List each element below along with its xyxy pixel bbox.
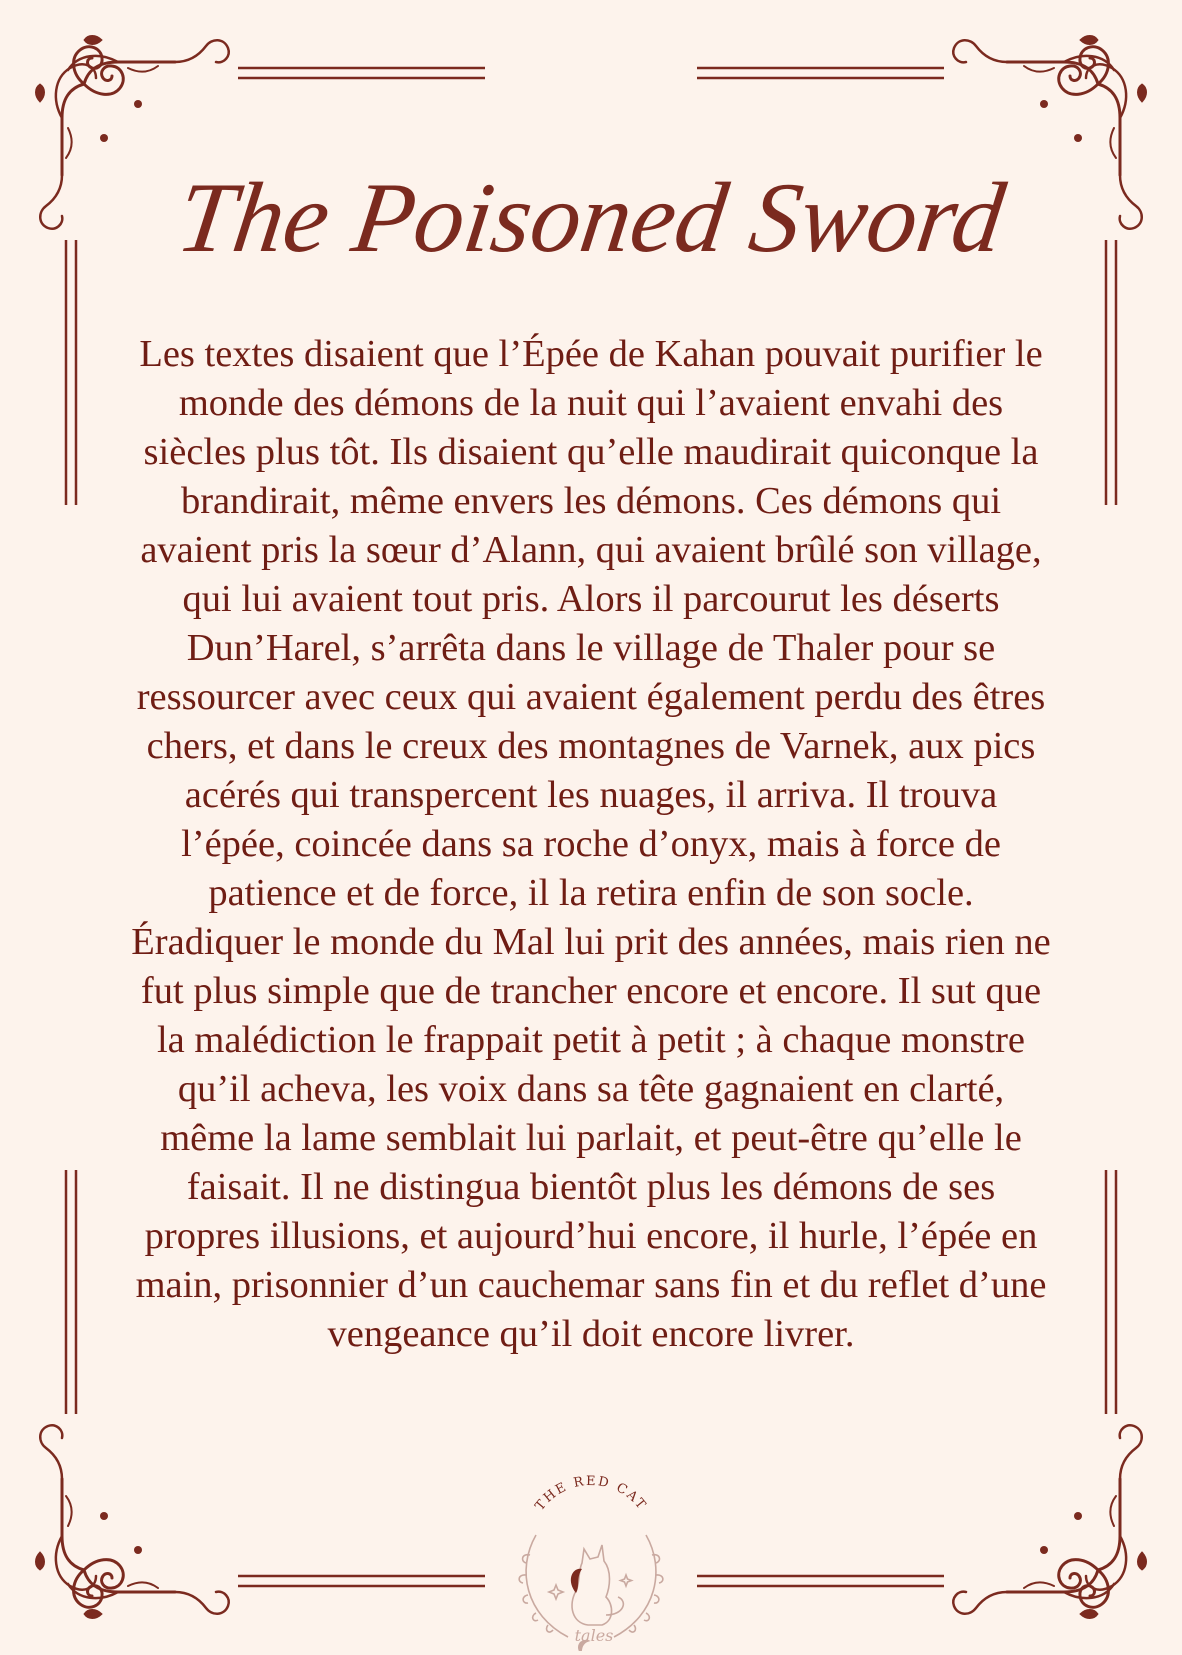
cat-moon-wreath-icon xyxy=(506,1475,676,1651)
logo-top-text: THE RED CAT xyxy=(532,1475,650,1514)
logo-bottom-text: tales xyxy=(574,1626,614,1645)
svg-text:THE RED CAT xyxy=(533,1475,650,1514)
brand-logo xyxy=(506,1475,676,1651)
story-title: The Poisoned Sword xyxy=(171,162,1011,273)
story-body: Les textes disaient que l’Épée de Kahan pouvait purifier le monde des démons de la nuit qui l’avaient envahi des siècles plus tôt. Ils disaient qu’elle maudirait quiconque la brandirait, même envers les démons. Ces démons qui avaient pris la sœur d’Alann, qui avaient brûlé son village, qui lui avaient tout pris. Alors il parcourut les déserts Dun’Harel, s’arrêta dans le village de Thaler pour se ressourcer avec ceux qui avaient également perdu des êtres chers, et dans le creux des montagnes de Varnek, aux pics acérés qui transpercent les nuages, il arriva. Il trouva l’épée, coincée dans sa roche d’onyx, mais à force de patience et de force, il la retira enfin de son socle. Éradiquer le monde du Mal lui prit des années, mais rien ne fut plus simple que de trancher encore et encore. Il sut que la malédiction le frappait petit à petit ; à chaque monstre qu’il acheva, les voix dans sa tête gagnaient en clarté, même la lame semblait lui parlait, et peut-être qu’elle le faisait. Il ne distingua bientôt plus les démons de ses propres illusions, et aujourd’hui encore, il hurle, l’épée en main, prisonnier d’un cauchemar sans fin et du reflet d’une vengeance qu’il doit encore livrer. xyxy=(131,333,1051,1355)
